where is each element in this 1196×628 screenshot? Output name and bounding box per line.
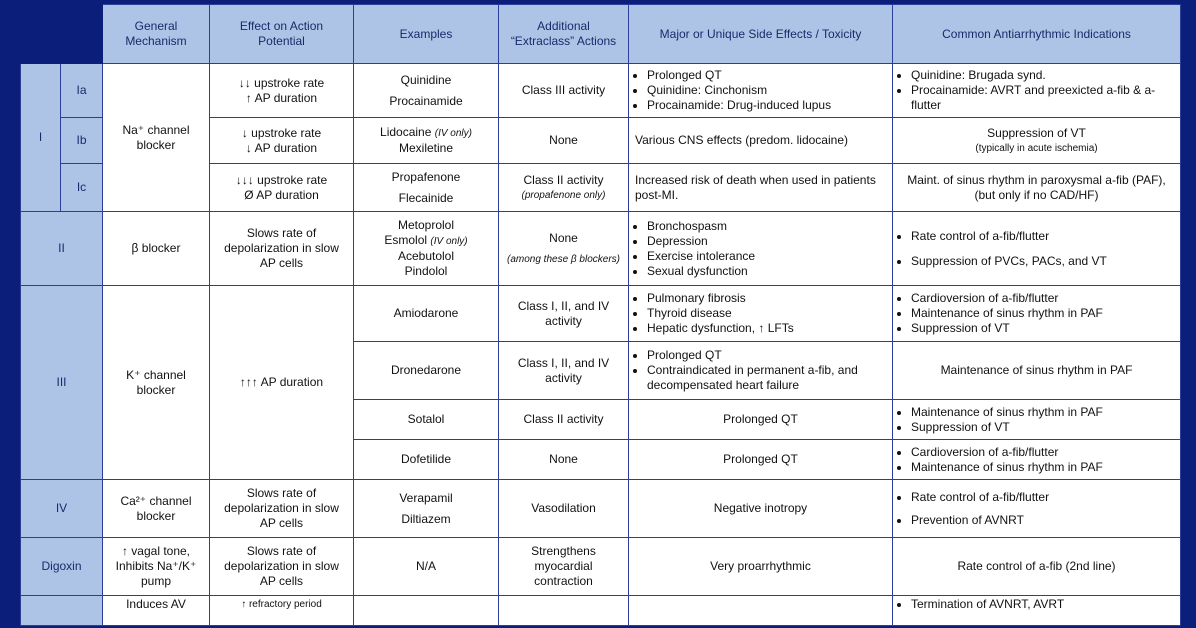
antiarrhythmic-table bbox=[20, 4, 1181, 626]
class-ii-mechanism: β blocker bbox=[103, 212, 210, 286]
extra-note: (propafenone only) bbox=[521, 189, 606, 201]
indication-item: • Rate control of a-fib/flutter bbox=[911, 490, 1174, 505]
row-class-ia bbox=[21, 64, 1181, 118]
adenosine-indications bbox=[893, 596, 1181, 626]
dofetilide-name: Dofetilide bbox=[354, 440, 499, 480]
header-examples: Examples bbox=[354, 5, 499, 64]
class-iv-effect: Slows rate of depolarization in slow AP cells bbox=[210, 480, 354, 538]
adenosine-mechanism: Induces AV bbox=[103, 596, 210, 626]
example-drug: Procainamide bbox=[389, 93, 463, 108]
indication-note: (typically in acute ischemia) bbox=[975, 142, 1098, 154]
class-ii-indications bbox=[893, 212, 1181, 286]
effect-line: ↓↓ upstroke rate bbox=[238, 75, 325, 90]
class-ic-examples bbox=[354, 164, 499, 212]
class-iii-effect: ↑↑↑ AP duration bbox=[210, 286, 354, 480]
indication-item: • Cardioversion of a-fib/flutter bbox=[911, 291, 1174, 306]
dofetilide-indications bbox=[893, 440, 1181, 480]
blank-corner bbox=[21, 5, 103, 64]
side-effect-item: • Thyroid disease bbox=[647, 306, 886, 321]
amiodarone-indications bbox=[893, 286, 1181, 342]
class-ic-extra bbox=[499, 164, 629, 212]
dronedarone-indications: Maintenance of sinus rhythm in PAF bbox=[893, 342, 1181, 400]
class-ib-side-effects: Various CNS effects (predom. lidocaine) bbox=[629, 118, 893, 164]
side-effect-item: • Prolonged QT bbox=[647, 68, 886, 83]
example-drug: Acebutolol bbox=[397, 249, 455, 263]
indication-item: • Suppression of VT bbox=[911, 321, 1174, 336]
class-ii-effect: Slows rate of depolarization in slow AP cells bbox=[210, 212, 354, 286]
class-iv-side-effects: Negative inotropy bbox=[629, 480, 893, 538]
class-ic-label: Ic bbox=[61, 164, 103, 212]
class-ib-indications bbox=[893, 118, 1181, 164]
class-ib-extra: None bbox=[499, 118, 629, 164]
digoxin-mechanism: ↑ vagal tone, Inhibits Na⁺/K⁺ pump bbox=[103, 538, 210, 596]
effect-line: ↑ AP duration bbox=[245, 90, 318, 105]
side-effect-item: • Sexual dysfunction bbox=[647, 264, 886, 279]
adenosine-example bbox=[354, 596, 499, 626]
effect-line: ↓↓↓ upstroke rate bbox=[235, 172, 328, 187]
class-ii-label: II bbox=[21, 212, 103, 286]
indication-item: • Suppression of VT bbox=[911, 420, 1174, 435]
class-ic-indications: Maint. of sinus rhythm in paroxysmal a-fib (PAF), (but only if no CAD/HF) bbox=[893, 164, 1181, 212]
example-drug: Pindolol bbox=[404, 264, 448, 278]
class-iii-mechanism: K⁺ channel blocker bbox=[103, 286, 210, 480]
digoxin-extra: Strengthens myocardial contraction bbox=[499, 538, 629, 596]
class-ii-examples bbox=[354, 212, 499, 286]
dofetilide-extra: None bbox=[499, 440, 629, 480]
extra-text: Class II activity bbox=[523, 172, 604, 187]
digoxin-indications: Rate control of a-fib (2nd line) bbox=[893, 538, 1181, 596]
extra-text: None bbox=[549, 230, 578, 245]
header-side-effects: Major or Unique Side Effects / Toxicity bbox=[629, 5, 893, 64]
side-effect-item: • Depression bbox=[647, 234, 886, 249]
class-ia-label: Ia bbox=[61, 64, 103, 118]
sotalol-indications bbox=[893, 400, 1181, 440]
class-ib-examples bbox=[354, 118, 499, 164]
class-ic-effect bbox=[210, 164, 354, 212]
class-i-label: I bbox=[21, 64, 61, 212]
example-drug: Propafenone bbox=[391, 169, 461, 184]
class-i-mechanism: Na⁺ channel blocker bbox=[103, 64, 210, 212]
header-mechanism: General Mechanism bbox=[103, 5, 210, 64]
effect-line: ↓ upstroke rate bbox=[241, 125, 322, 140]
route-note: (IV only) bbox=[430, 236, 468, 247]
indication-text: Suppression of VT bbox=[987, 125, 1086, 140]
header-extraclass: Additional “Extraclass” Actions bbox=[499, 5, 629, 64]
adenosine-label bbox=[21, 596, 103, 626]
side-effect-item: • Pulmonary fibrosis bbox=[647, 291, 886, 306]
digoxin-effect: Slows rate of depolarization in slow AP cells bbox=[210, 538, 354, 596]
header-row bbox=[21, 5, 1181, 64]
indication-item: • Quinidine: Brugada synd. bbox=[911, 68, 1174, 83]
class-ia-extra: Class III activity bbox=[499, 64, 629, 118]
side-effect-item: • Contraindicated in permanent a-fib, and decompensated heart failure bbox=[647, 363, 886, 393]
side-effect-item: • Exercise intolerance bbox=[647, 249, 886, 264]
side-effect-item: • Procainamide: Drug-induced lupus bbox=[647, 98, 886, 113]
side-effect-item: • Bronchospasm bbox=[647, 219, 886, 234]
row-class-ii bbox=[21, 212, 1181, 286]
class-iv-label: IV bbox=[21, 480, 103, 538]
example-drug: Diltiazem bbox=[401, 511, 451, 526]
header-effect: Effect on Action Potential bbox=[210, 5, 354, 64]
example-drug: Verapamil bbox=[399, 490, 453, 505]
row-adenosine-partial bbox=[21, 596, 1181, 626]
indication-item: • Suppression of PVCs, PACs, and VT bbox=[911, 254, 1174, 269]
side-effect-item: • Prolonged QT bbox=[647, 348, 886, 363]
digoxin-side-effects: Very proarrhythmic bbox=[629, 538, 893, 596]
row-class-iv bbox=[21, 480, 1181, 538]
amiodarone-name: Amiodarone bbox=[354, 286, 499, 342]
class-ii-side-effects bbox=[629, 212, 893, 286]
class-ia-indications bbox=[893, 64, 1181, 118]
example-drug: Esmolol bbox=[384, 233, 428, 247]
amiodarone-side-effects bbox=[629, 286, 893, 342]
effect-line: ↓ AP duration bbox=[245, 140, 318, 155]
dronedarone-extra: Class I, II, and IV activity bbox=[499, 342, 629, 400]
class-iv-mechanism: Ca²⁺ channel blocker bbox=[103, 480, 210, 538]
adenosine-extra bbox=[499, 596, 629, 626]
class-ib-effect bbox=[210, 118, 354, 164]
digoxin-label: Digoxin bbox=[21, 538, 103, 596]
indication-item: • Procainamide: AVRT and preexicted a-fib & a-flutter bbox=[911, 83, 1174, 113]
class-ia-side-effects bbox=[629, 64, 893, 118]
indication-item: • Termination of AVNRT, AVRT bbox=[911, 597, 1174, 612]
side-effect-item: • Hepatic dysfunction, ↑ LFTs bbox=[647, 321, 886, 336]
example-drug: Metoprolol bbox=[397, 218, 455, 232]
indication-item: • Rate control of a-fib/flutter bbox=[911, 229, 1174, 244]
sotalol-name: Sotalol bbox=[354, 400, 499, 440]
adenosine-effect: ↑ refractory period bbox=[210, 596, 354, 626]
class-ii-extra bbox=[499, 212, 629, 286]
indication-item: • Maintenance of sinus rhythm in PAF bbox=[911, 306, 1174, 321]
sotalol-extra: Class II activity bbox=[499, 400, 629, 440]
class-iii-label: III bbox=[21, 286, 103, 480]
sotalol-side-effects: Prolonged QT bbox=[629, 400, 893, 440]
class-iv-extra: Vasodilation bbox=[499, 480, 629, 538]
example-drug: Quinidine bbox=[400, 72, 452, 87]
class-iv-examples bbox=[354, 480, 499, 538]
class-ia-effect bbox=[210, 64, 354, 118]
side-effect-item: • Quinidine: Cinchonism bbox=[647, 83, 886, 98]
example-drug: Mexiletine bbox=[398, 141, 454, 155]
route-note: (IV only) bbox=[434, 128, 472, 139]
indication-item: • Maintenance of sinus rhythm in PAF bbox=[911, 460, 1174, 475]
example-drug: Flecainide bbox=[398, 190, 454, 205]
digoxin-example: N/A bbox=[354, 538, 499, 596]
dronedarone-side-effects bbox=[629, 342, 893, 400]
row-amiodarone bbox=[21, 286, 1181, 342]
extra-note: (among these β blockers) bbox=[507, 253, 620, 265]
indication-item: • Prevention of AVNRT bbox=[911, 513, 1174, 528]
dofetilide-side-effects: Prolonged QT bbox=[629, 440, 893, 480]
amiodarone-extra: Class I, II, and IV activity bbox=[499, 286, 629, 342]
dronedarone-name: Dronedarone bbox=[354, 342, 499, 400]
class-iv-indications bbox=[893, 480, 1181, 538]
indication-item: • Cardioversion of a-fib/flutter bbox=[911, 445, 1174, 460]
class-ic-side-effects: Increased risk of death when used in patients post-MI. bbox=[629, 164, 893, 212]
header-indications: Common Antiarrhythmic Indications bbox=[893, 5, 1181, 64]
indication-item: • Maintenance of sinus rhythm in PAF bbox=[911, 405, 1174, 420]
class-ib-label: Ib bbox=[61, 118, 103, 164]
class-ia-examples bbox=[354, 64, 499, 118]
adenosine-side-effects bbox=[629, 596, 893, 626]
row-digoxin bbox=[21, 538, 1181, 596]
example-drug: Lidocaine bbox=[380, 125, 432, 139]
effect-line: Ø AP duration bbox=[244, 187, 319, 202]
